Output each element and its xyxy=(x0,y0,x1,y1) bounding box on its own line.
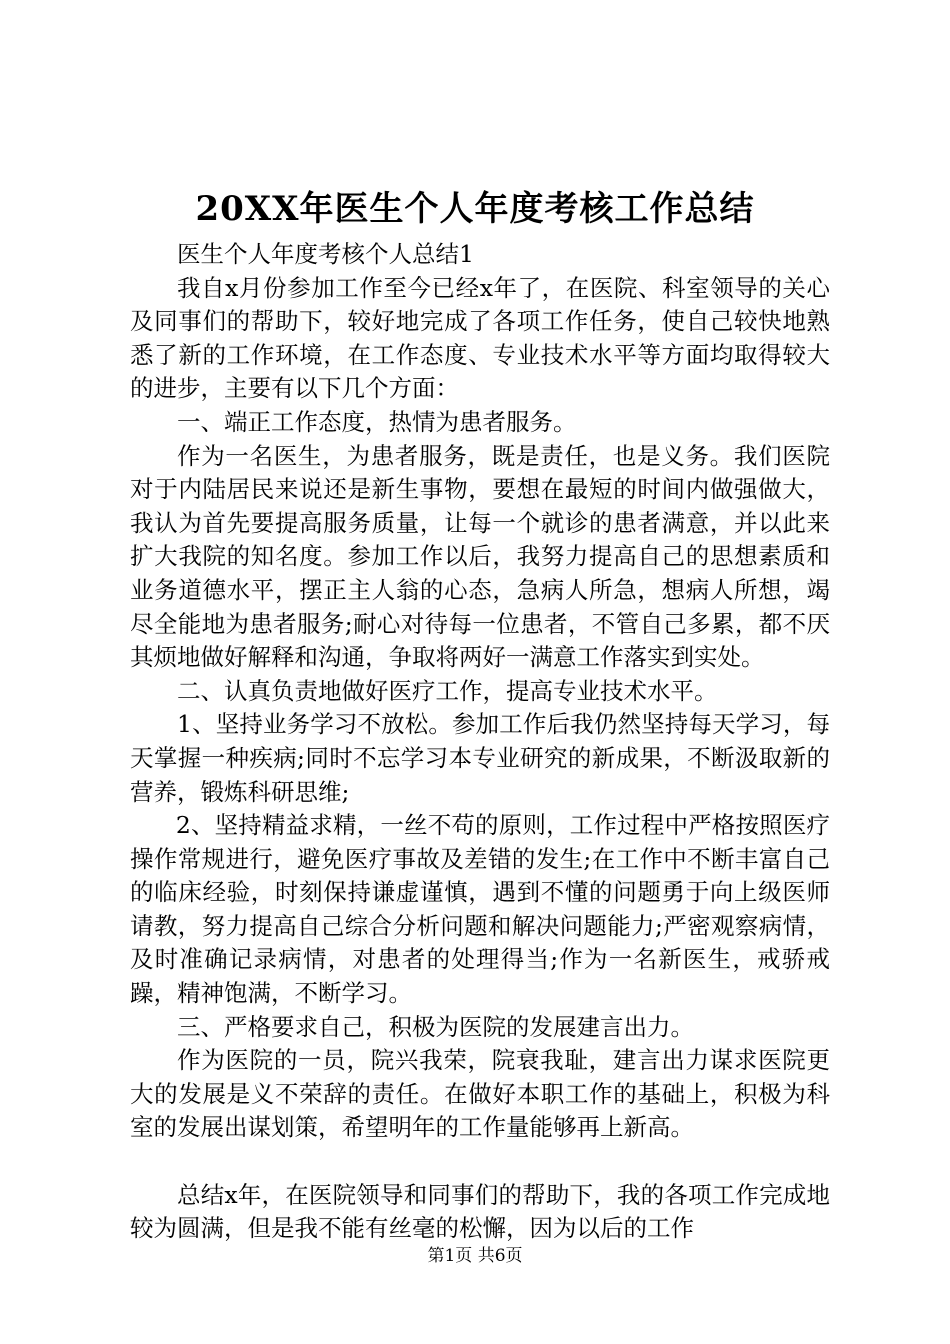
section-2-item-2: 2、坚持精益求精，一丝不苟的原则，工作过程中严格按照医疗操作常规进行，避免医疗事故及差错的发生;在工作中不断丰富自己的临床经验，时刻保持谦虚谨慎，遇到不懂的问题勇于向上级医师请教，努力提高自己综合分析问题和解决问题能力;严密观察病情，及时准确记录病情，对患者的处理得当;作为一名新医生，戒骄戒躁，精神饱满，不断学习。 xyxy=(130,811,830,1008)
section-3-paragraph: 作为医院的一员，院兴我荣，院衰我耻，建言出力谋求医院更大的发展是义不荣辞的责任。在做好本职工作的基础上，积极为科室的发展出谋划策，希望明年的工作量能够再上新高。 xyxy=(130,1046,830,1142)
summary-paragraph: 总结x年，在医院领导和同事们的帮助下，我的各项工作完成地较为圆满，但是我不能有丝毫的松懈，因为以后的工作 xyxy=(130,1180,830,1243)
paragraph-spacer xyxy=(130,1145,830,1179)
section-heading-2: 二、认真负责地做好医疗工作，提高专业技术水平。 xyxy=(177,676,718,705)
document-title: 20XX年医生个人年度考核工作总结 xyxy=(195,189,755,229)
intro-paragraph: 我自x月份参加工作至今已经x年了，在医院、科室领导的关心及同事们的帮助下，较好地完成了各项工作任务，使自己较快地熟悉了新的工作环境，在工作态度、专业技术水平等方面均取得较大的进步，主要有以下几个方面： xyxy=(130,273,830,403)
section-1-paragraph: 作为一名医生，为患者服务，既是责任，也是义务。我们医院对于内陆居民来说还是新生事物，要想在最短的时间内做强做大，我认为首先要提高服务质量，让每一个就诊的患者满意，并以此来扩大我院的知名度。参加工作以后，我努力提高自己的思想素质和业务道德水平，摆正主人翁的心态，急病人所急，想病人所想，竭尽全能地为患者服务;耐心对待每一位患者，不管自己多累，都不厌其烦地做好解释和沟通，争取将两好一满意工作落实到实处。 xyxy=(130,441,830,672)
section-2-item-1: 1、坚持业务学习不放松。参加工作后我仍然坚持每天学习，每天掌握一种疾病;同时不忘学习本专业研究的新成果，不断汲取新的营养，锻炼科研思维; xyxy=(130,710,830,806)
section-subtitle: 医生个人年度考核个人总结1 xyxy=(177,240,474,268)
document-body xyxy=(130,238,830,1246)
section-heading-3: 三、严格要求自己，积极为医院的发展建言出力。 xyxy=(177,1012,694,1041)
section-heading-1: 一、端正工作态度，热情为患者服务。 xyxy=(177,407,577,436)
page-number-footer: 第1页 共6页 xyxy=(427,1246,523,1266)
